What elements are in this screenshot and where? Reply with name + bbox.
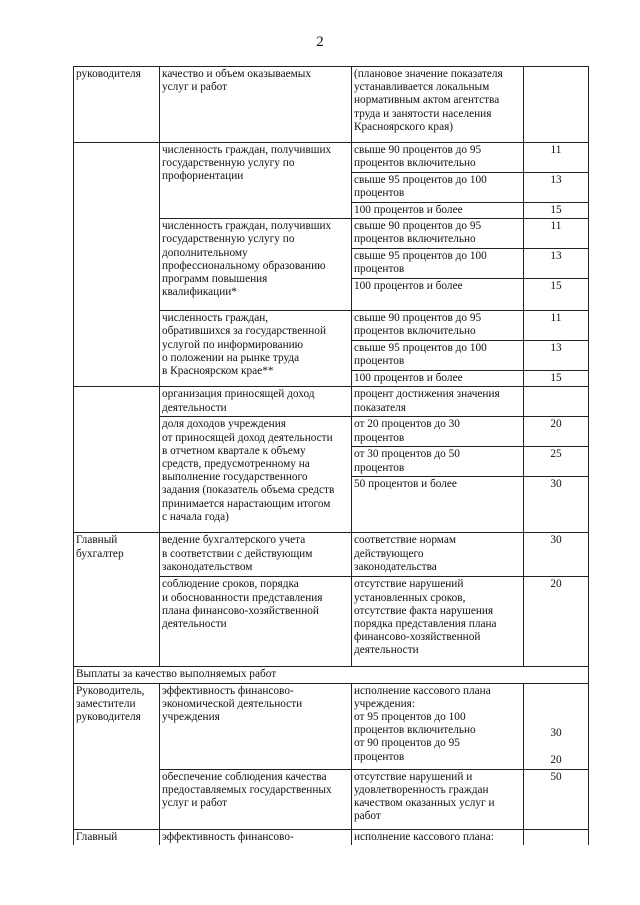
text-line: процентов включительно [354, 157, 476, 170]
text-line: предоставляемых государственных [162, 783, 332, 796]
table-row [74, 683, 589, 769]
condition-cell [352, 683, 524, 769]
text-line: численность граждан, получивших [162, 144, 332, 156]
points-cell: 15 [524, 203, 589, 219]
text-line: учреждения: [354, 697, 415, 710]
text-line: бухгалтер [76, 547, 124, 560]
criteria-table [73, 66, 589, 845]
text-line: устанавливается локальным [354, 81, 490, 94]
condition-cell: 50 процентов и более [352, 477, 524, 533]
points-cell: 30 [524, 477, 589, 533]
position-cell: руководителя [74, 67, 160, 143]
text-line: заместители [76, 697, 136, 710]
text-line: в Красноярском крае** [162, 365, 274, 378]
text-line: деятельности [162, 401, 227, 414]
text-line: средств, предусмотренному на [162, 458, 310, 471]
points-cell: 13 [524, 173, 589, 203]
text-line: выполнение государственного [162, 471, 308, 484]
text-line: профориентации [162, 170, 244, 183]
text-line: процентов включительно [354, 724, 476, 737]
criterion-cell [160, 533, 352, 577]
condition-cell [352, 143, 524, 173]
points-cell: 11 [524, 219, 589, 249]
points-cell: 11 [524, 311, 589, 341]
condition-cell: исполнение кассового плана: [352, 829, 524, 845]
criterion-cell [160, 577, 352, 667]
text-line: численность граждан, [162, 312, 269, 325]
text-line: от приносящей доход деятельности [162, 431, 333, 444]
condition-cell [352, 67, 524, 143]
condition-cell [352, 417, 524, 447]
text-line: с начала года) [162, 510, 229, 523]
position-cell [74, 683, 160, 829]
text-line: свыше 90 процентов до 95 [354, 220, 482, 233]
text-line: дополнительному [162, 246, 248, 259]
text-line: государственную услугу по [162, 233, 295, 246]
condition-cell [352, 219, 524, 249]
text-line: учреждения [162, 711, 220, 724]
page-number: 2 [316, 34, 324, 50]
table-row [74, 387, 589, 417]
text-line: организация приносящей доход [162, 388, 315, 401]
text-line: принимается нарастающим итогом [162, 497, 331, 510]
criterion-cell [160, 219, 352, 311]
text-line: финансово-хозяйственной [354, 631, 481, 644]
points-cell: 50 [524, 769, 589, 829]
condition-cell [352, 311, 524, 341]
text-line: установленных сроков, [354, 591, 466, 604]
text-line: показателя [354, 401, 406, 414]
text-line: процент достижения значения [354, 388, 500, 401]
text-line: удовлетворенность граждан [354, 783, 489, 796]
text-line: услугой по информированию [162, 338, 304, 351]
text-line: законодательством [162, 560, 253, 573]
text-line: качество и объем оказываемых [162, 68, 311, 80]
text-line: плана финансово-хозяйственной [162, 604, 319, 617]
condition-cell [352, 447, 524, 477]
position-cell: Главный [74, 829, 160, 845]
text-line: в соответствии с действующим [162, 547, 313, 560]
text-line: профессиональному образованию [162, 259, 326, 272]
text-line: соблюдение сроков, порядка [162, 578, 299, 591]
section-heading: Выплаты за качество выполняемых работ [74, 667, 589, 683]
text-line: исполнение кассового плана [354, 684, 491, 697]
text-line: процентов [354, 263, 405, 276]
text-line: законодательства [354, 560, 437, 573]
text-line: от 30 процентов до 50 [354, 448, 460, 461]
table-row [74, 67, 589, 143]
text-line: государственную услугу по [162, 157, 295, 170]
criterion-cell [160, 67, 352, 143]
table-row [74, 533, 589, 577]
text-line: о положении на рынке труда [162, 351, 300, 364]
text-line: отсутствие нарушений и [354, 770, 473, 783]
points-cell: 15 [524, 279, 589, 311]
text-line: отсутствие нарушений [354, 578, 464, 591]
text-line: деятельности [162, 618, 227, 631]
points-cell: 30 [524, 533, 589, 577]
text-line: обеспечение соблюдения качества [162, 770, 327, 783]
section-row [74, 667, 589, 683]
condition-cell [352, 769, 524, 829]
text-line: свыше 95 процентов до 100 [354, 250, 487, 263]
text-line: экономической деятельности [162, 697, 303, 710]
points-cell [524, 387, 589, 417]
text-line: свыше 95 процентов до 100 [354, 342, 487, 355]
text-line: деятельности [354, 644, 419, 657]
criterion-cell [160, 311, 352, 387]
criterion-cell: эффективность финансово- [160, 829, 352, 845]
text-line: в отчетном квартале к объему [162, 444, 306, 457]
position-cell [74, 533, 160, 667]
points-cell: 11 [524, 143, 589, 173]
text-line: работ [354, 810, 381, 823]
text-line: процентов [354, 187, 405, 200]
text-line: ведение бухгалтерского учета [162, 534, 306, 547]
text-line: руководителя [76, 711, 141, 724]
text-line: процентов [354, 461, 405, 474]
text-line: доля доходов учреждения [162, 418, 286, 431]
position-cell [74, 143, 160, 387]
points-cell: 13 [524, 249, 589, 279]
text-line: задания (показатель объема средств [162, 484, 335, 497]
points-cell: 15 [524, 371, 589, 387]
condition-cell [352, 577, 524, 667]
text-line: квалификации* [162, 286, 237, 299]
points-cell [524, 829, 589, 845]
text-line: действующего [354, 547, 424, 560]
points-cell: 20 [524, 577, 589, 667]
criterion-cell [160, 769, 352, 829]
text-line: свыше 95 процентов до 100 [354, 174, 487, 186]
text-line: и обоснованности представления [162, 591, 323, 604]
condition-cell [352, 387, 524, 417]
text-line: 20 [550, 754, 562, 767]
text-line: от 95 процентов до 100 [354, 711, 466, 724]
text-line: Главный [76, 534, 118, 547]
text-line: отсутствие факта нарушения [354, 604, 494, 617]
points-cell: 20 [524, 417, 589, 447]
text-line: процентов [354, 750, 405, 763]
text-line: качеством оказанных услуг и [354, 797, 495, 810]
points-cell: 13 [524, 341, 589, 371]
text-line: процентов включительно [354, 233, 476, 246]
text-line: от 20 процентов до 30 [354, 418, 460, 431]
table-row [74, 829, 589, 845]
criterion-cell [160, 143, 352, 219]
condition-cell [352, 341, 524, 371]
text-line: численность граждан, получивших [162, 220, 332, 233]
points-cell: 25 [524, 447, 589, 477]
text-line: процентов [354, 431, 405, 444]
position-cell [74, 387, 160, 533]
points-cell [524, 683, 589, 769]
text-line: обратившихся за государственной [162, 325, 326, 338]
text-line: услуг и работ [162, 797, 228, 810]
text-line: свыше 90 процентов до 95 [354, 312, 482, 325]
text-line: нормативным актом агентства [354, 94, 500, 107]
condition-cell [352, 249, 524, 279]
text-line: программ повышения [162, 273, 268, 286]
text-line: Красноярского края) [354, 120, 454, 133]
criterion-cell [160, 387, 352, 417]
text-line: свыше 90 процентов до 95 [354, 144, 482, 156]
condition-cell: 100 процентов и более [352, 203, 524, 219]
text-line: труда и занятости населения [354, 107, 492, 120]
text-line: порядка представления плана [354, 618, 497, 631]
text-line: услуг и работ [162, 81, 228, 94]
table-row [74, 143, 589, 173]
text-line: процентов включительно [354, 325, 476, 338]
points-cell [524, 67, 589, 143]
text-line: соответствие нормам [354, 534, 457, 547]
text-line: (плановое значение показателя [354, 68, 503, 80]
text-line: от 90 процентов до 95 [354, 737, 460, 750]
text-line: эффективность финансово- [162, 684, 294, 697]
condition-cell: 100 процентов и более [352, 371, 524, 387]
text-line: 30 [550, 727, 562, 740]
condition-cell [352, 173, 524, 203]
text-line: процентов [354, 355, 405, 368]
condition-cell: 100 процентов и более [352, 279, 524, 311]
criterion-cell [160, 417, 352, 533]
criterion-cell [160, 683, 352, 769]
condition-cell [352, 533, 524, 577]
text-line: Руководитель, [76, 684, 145, 697]
